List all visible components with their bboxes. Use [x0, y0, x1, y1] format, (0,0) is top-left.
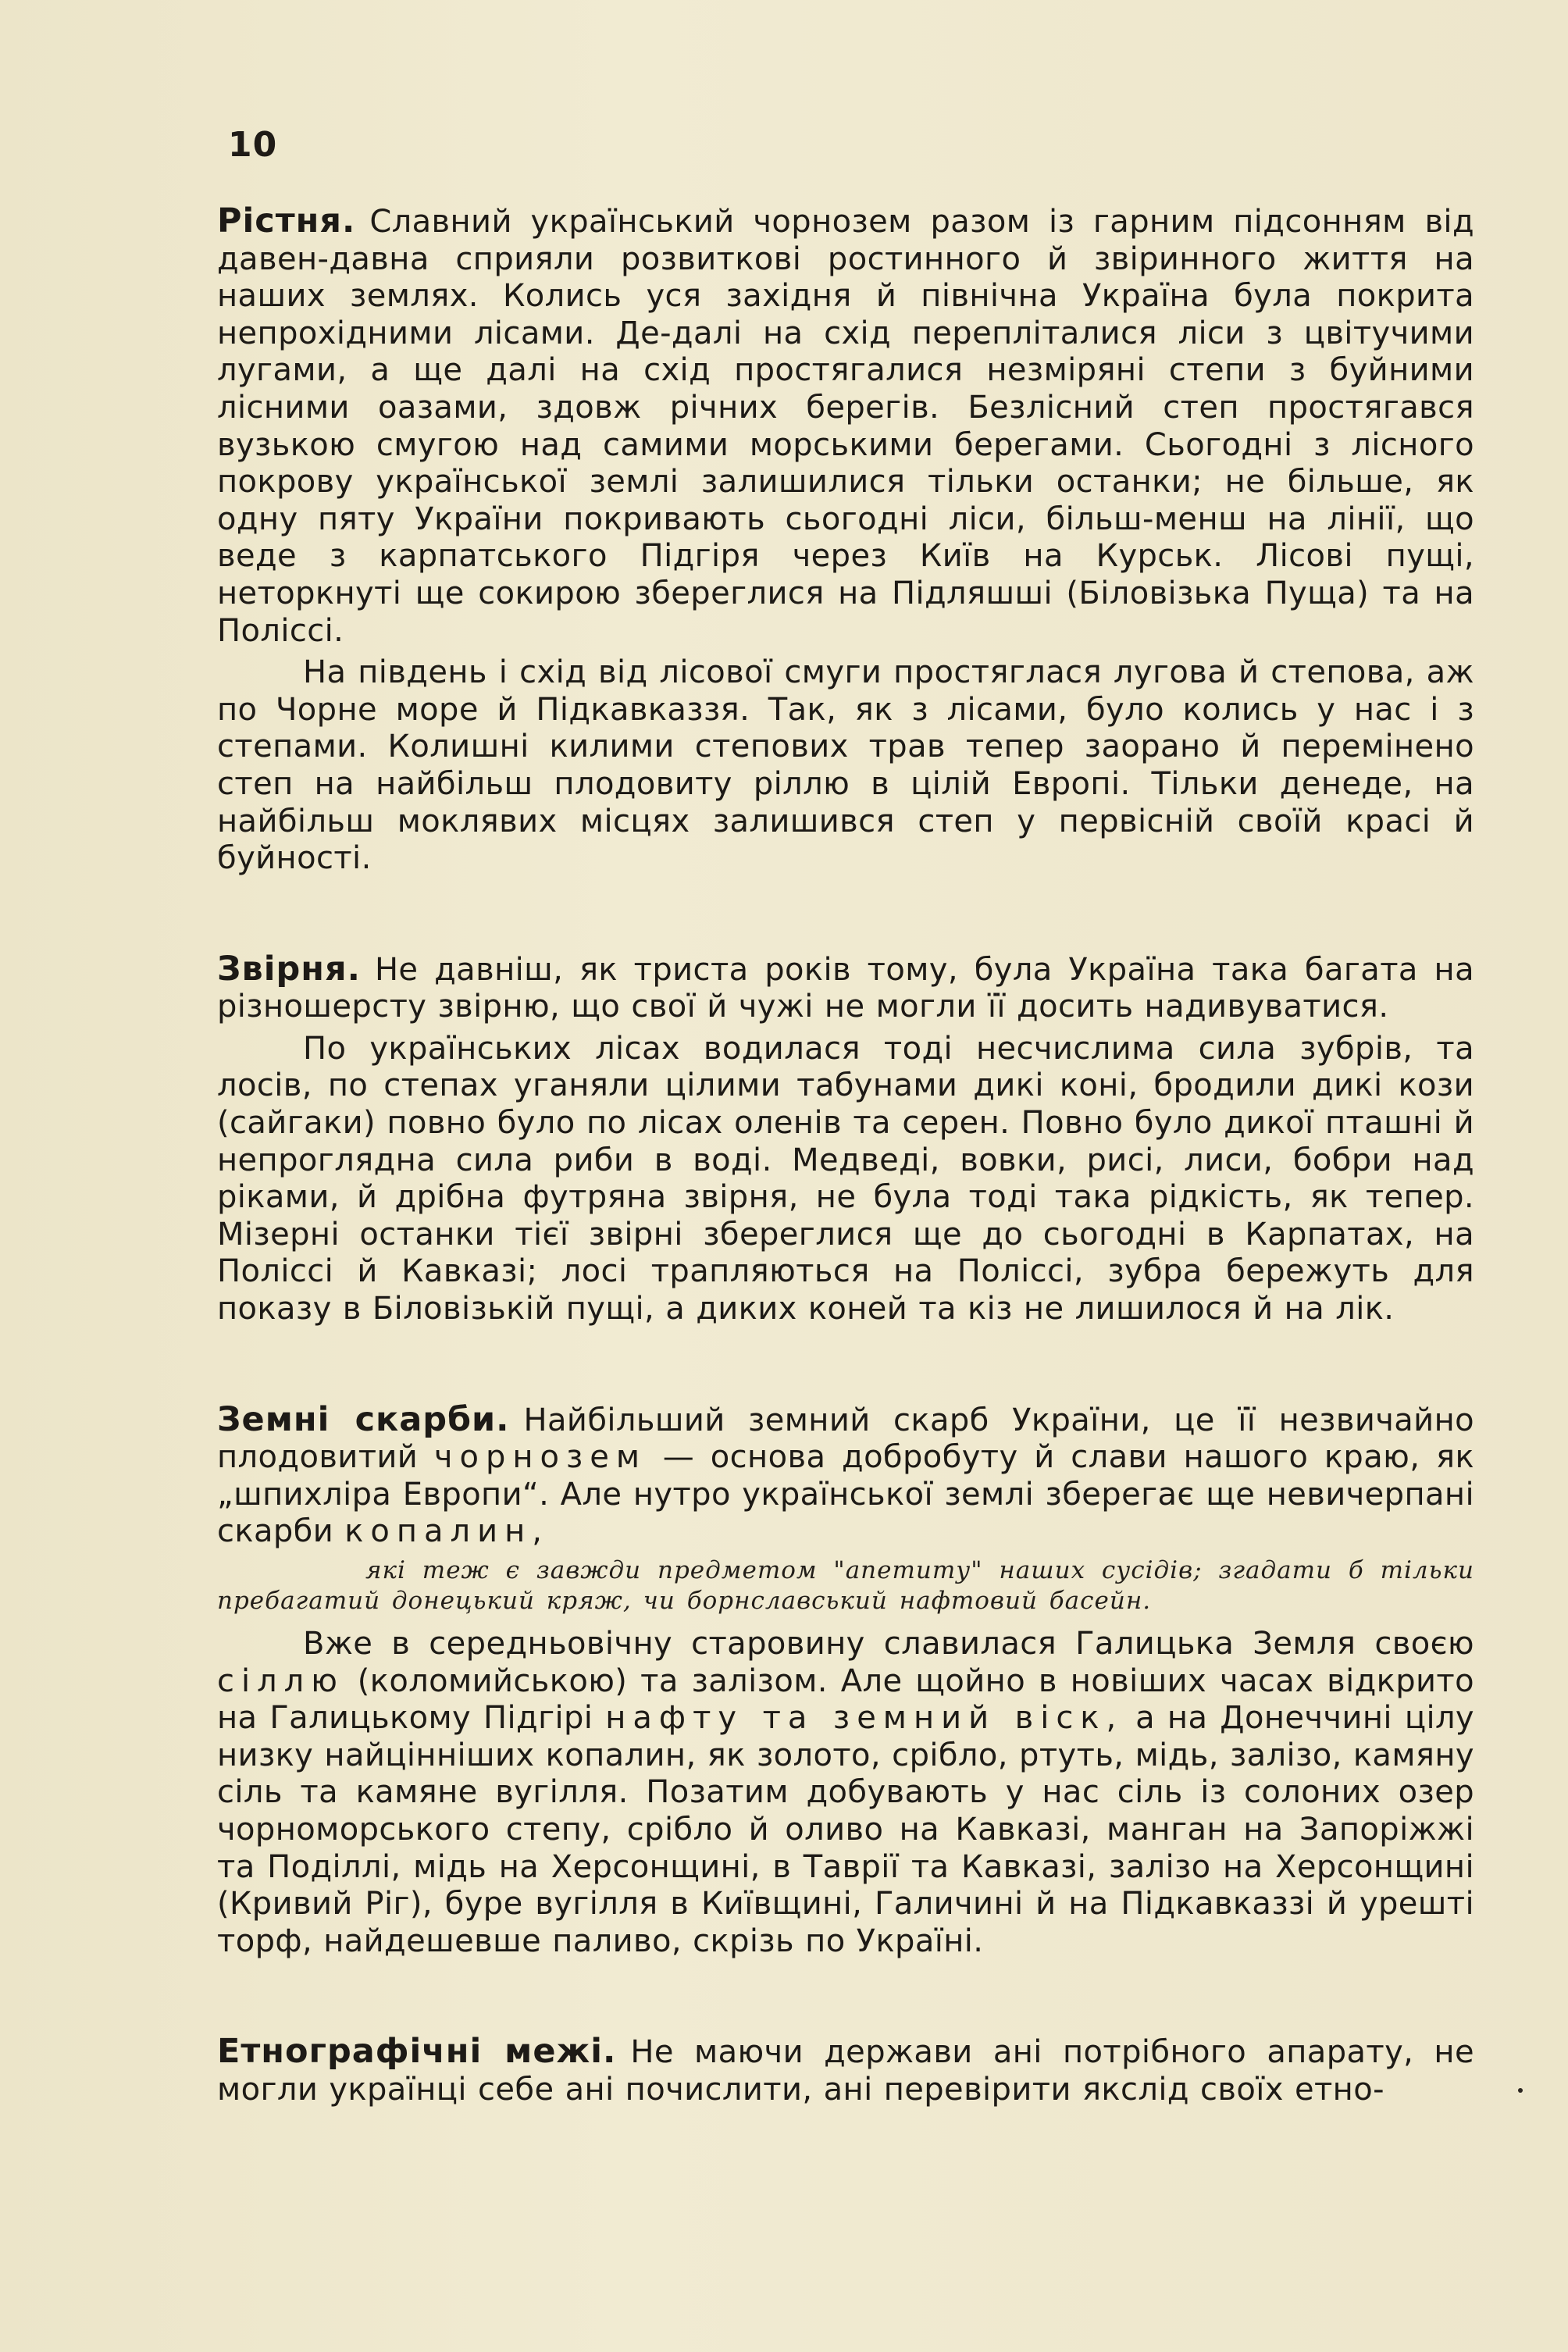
- section-heading: Земні скарби.: [217, 1399, 510, 1439]
- section-mineral-resources: [217, 1399, 1475, 1961]
- paragraph-text: Вже в середньовічну старовину славилася Галицька Земля своєю: [303, 1626, 1474, 1662]
- paragraph-text: а на Донеччині цілу низку найцінніших копалин, як золото, срібло, ртуть, мідь, залізо, камяну сіль та камяне вугілля. Позатим добувають у нас сіль із солоних озер чорноморського степу, срібло й оливо на Кавказі, манган на Запоріжжі та Поділлі, мідь на Херсонщині, в Таврії та Кавказі, залізо на Херсонщині (Кривий Ріг), буре вугілля в Київщині, Галичині й на Підкавказзі й урешті торф, найдешевше паливо, скрізь по Україні.: [217, 1700, 1475, 1959]
- paragraph: [217, 1399, 1474, 1551]
- emphasized-term: нафту та земний віск,: [605, 1700, 1124, 1737]
- emphasized-term: сіллю: [217, 1662, 344, 1699]
- page-number: 10: [228, 125, 278, 165]
- page-body: [217, 203, 1474, 2183]
- emphasized-term: чорнозем: [433, 1439, 647, 1476]
- paragraph-text: (коломийською) та залізом. Але щойно в новіших часах відкрито на Галицькому Підгірі: [217, 1662, 1474, 1737]
- emphasized-term: копалин,: [344, 1513, 549, 1550]
- section-heading: Рістня.: [217, 201, 356, 241]
- section-fauna: [217, 951, 1474, 1328]
- paragraph-text: Найбільший земний скарб України, це її незвичайно плодовитий: [217, 1402, 1474, 1476]
- paragraph: По українських лісах водилася тоді несчислима сила зубрів, та лосів, по степах уганяли цілими табунами дикі коні, бродили дикі кози (сайгаки) повно було по лісах оленів та серен. Повно було дикої пташні й непроглядна сила риби в воді. Медведі, вовки, рисі, лиси, бобри над ріками, й дрібна футряна звірня, не була тоді така рідкість, як тепер. Мізерні останки тієї звірні збереглися ще до сьогодні в Карпатах, на Поліссі й Кавказі; лосі трапляються на Поліссі, зубра бережуть для показу в Біловізькій пущі, а диких коней та кіз не лишилося й на лік.: [217, 1030, 1474, 1327]
- paragraph-text: Не давніш, як триста років тому, була Україна така багата на різношерсту звірню, що свої й чужі не могли її досить надивуватися.: [217, 951, 1474, 1025]
- paragraph-text: Славний український чорнозем разом із гарним підсонням від давен-давна сприяли розвиткові ростинного й звіринного життя на наших землях. Колись уся західня й північна Україна була покрита непрохідними лісами. Де-далі на схід перепліталися ліси з цвітучими лугами, а ще далі на схід простягалися незміряні степи з буйними лісними оазами, здовж річних берегів. Безлісний степ простягався вузькою смугою над самими морськими берегами. Сьогодні з лісного покрову української землі залишилися тільки останки; не більше, як одну пяту України покривають сьогодні ліси, більш-менш на лінії, що веде з карпатського Підгіря через Київ на Курськ. Лісові пущі, неторкнуті ще сокирою збереглися на Підляшші (Біловізька Пуща) та на Поліссі.: [217, 204, 1474, 649]
- paragraph-text: Не маючи держави ані потрібного апарату, не могли українці себе ані почислити, ані перевірити якслід своїх етно-: [217, 2034, 1474, 2108]
- section-heading: Звірня.: [217, 949, 361, 989]
- section-ethnographic-borders: [217, 2033, 1474, 2108]
- section-vegetation: [217, 203, 1474, 878]
- paragraph: [217, 1626, 1474, 1960]
- paragraph: [217, 2033, 1474, 2108]
- paragraph: [217, 951, 1474, 1026]
- print-speck: [1518, 2088, 1523, 2093]
- paragraph: [217, 203, 1474, 650]
- paragraph: На південь і схід від лісової смуги простяглася лугова й степова, аж по Чорне море й Підкавказзя. Так, як з лісами, було колись у нас і з степами. Колишні килими степових трав тепер заорано й перемінено степ на найбільш плодовиту ріллю в цілій Европі. Тільки денеде, на найбільш моклявих місцях залишився степ у первісній своїй красі й буйності.: [217, 654, 1474, 877]
- section-heading: Етнографічні межі.: [217, 2032, 617, 2072]
- paragraph-text: — основа добробуту й слави нашого краю, як „шпихліра Европи“. Але нутро української землі зберегає ще невичерпані скарби: [217, 1439, 1474, 1550]
- footnote: які теж є завжди предметом "апетиту" наших сусідів; згадати б тільки пребагатий донецький кряж, чи борнславський нафтовий басейн.: [217, 1556, 1474, 1615]
